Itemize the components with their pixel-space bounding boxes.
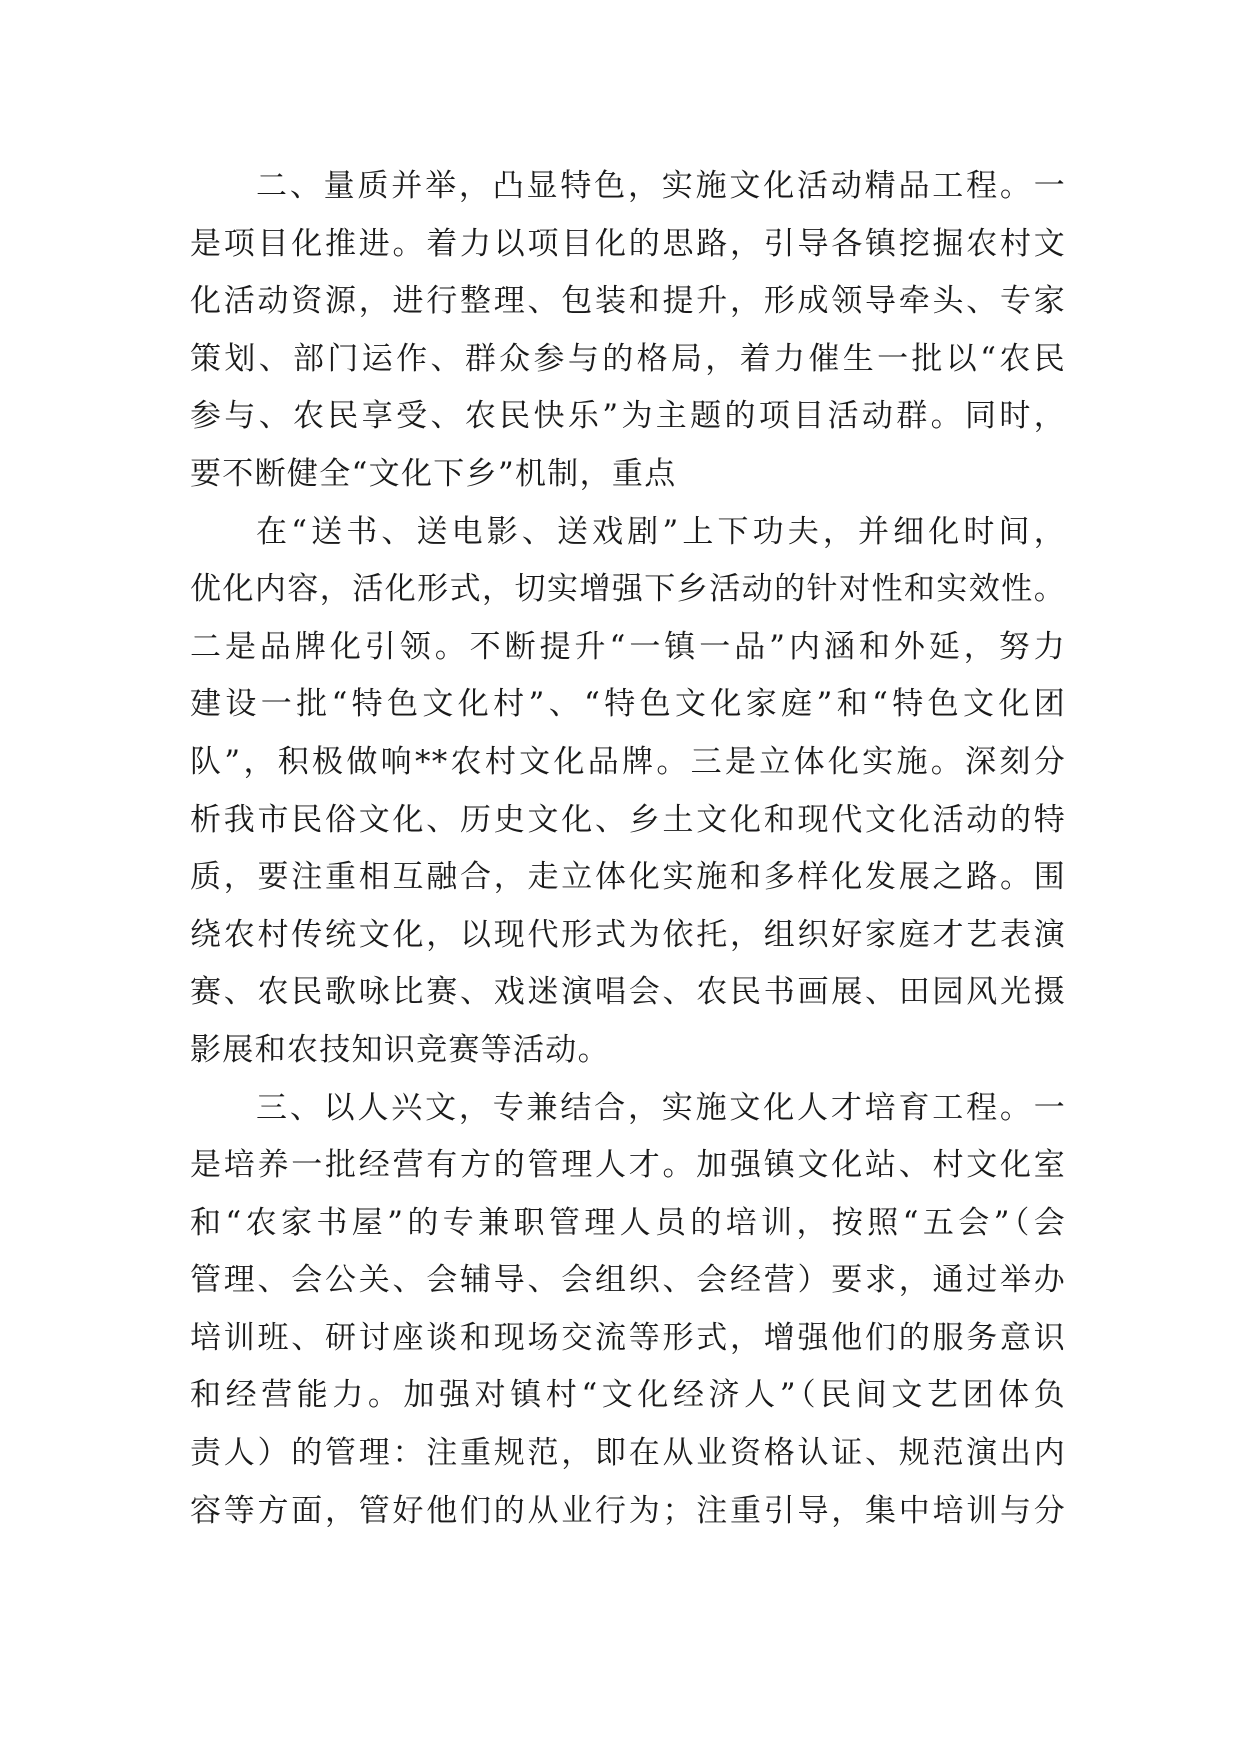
paragraph-3-line-1: 三、以人兴文，专兼结合，实施文化人才培育工程。一 [256, 1089, 1066, 1126]
paragraph-3-line-8: 容等方面，管好他们的从业行为；注重引导，集中培训与分 [190, 1492, 1066, 1529]
paragraph-2-line-8: 绕农村传统文化，以现代形式为依托，组织好家庭才艺表演 [190, 916, 1066, 953]
paragraph-2-line-9: 赛、农民歌咏比赛、戏迷演唱会、农民书画展、田园风光摄 [190, 974, 1066, 1011]
paragraph-3-line-3: 和“农家书屋”的专兼职管理人员的培训，按照“五会”（会 [190, 1204, 1066, 1241]
paragraph-2-line-7: 质，要注重相互融合，走立体化实施和多样化发展之路。围 [190, 859, 1066, 896]
paragraph-1-line-2: 是项目化推进。着力以项目化的思路，引导各镇挖掘农村文 [190, 225, 1066, 262]
paragraph-2-line-1: 在“送书、送电影、送戏剧”上下功夫，并细化时间， [256, 513, 1066, 550]
paragraph-1-line-3: 化活动资源，进行整理、包装和提升，形成领导牵头、专家 [190, 283, 1066, 320]
paragraph-1-line-4: 策划、部门运作、群众参与的格局，着力催生一批以“农民 [190, 340, 1066, 377]
paragraph-2-line-6: 析我市民俗文化、历史文化、乡土文化和现代文化活动的特 [190, 801, 1066, 838]
paragraph-3-line-4: 管理、会公关、会辅导、会组织、会经营）要求，通过举办 [190, 1262, 1066, 1299]
paragraph-2-line-3: 二是品牌化引领。不断提升“一镇一品”内涵和外延，努力 [190, 628, 1066, 665]
paragraph-1-line-6: 要不断健全“文化下乡”机制，重点 [190, 455, 677, 492]
paragraph-3-line-2: 是培养一批经营有方的管理人才。加强镇文化站、村文化室 [190, 1147, 1066, 1184]
paragraph-3-line-5: 培训班、研讨座谈和现场交流等形式，增强他们的服务意识 [190, 1319, 1066, 1356]
paragraph-1-line-5: 参与、农民享受、农民快乐”为主题的项目活动群。同时， [190, 398, 1066, 435]
paragraph-3-line-6: 和经营能力。加强对镇村“文化经济人”（民间文艺团体负 [190, 1377, 1066, 1414]
paragraph-2-line-5: 队”，积极做响**农村文化品牌。三是立体化实施。深刻分 [190, 743, 1066, 780]
paragraph-2-line-2: 优化内容，活化形式，切实增强下乡活动的针对性和实效性。 [190, 571, 1066, 608]
paragraph-3-line-7: 责人）的管理：注重规范，即在从业资格认证、规范演出内 [190, 1435, 1066, 1472]
document-body [190, 158, 1066, 1540]
paragraph-1-line-1: 二、量质并举，凸显特色，实施文化活动精品工程。一 [256, 168, 1066, 204]
paragraph-2-line-4: 建设一批“特色文化村”、“特色文化家庭”和“特色文化团 [190, 686, 1066, 723]
paragraph-2-line-10: 影展和农技知识竞赛等活动。 [190, 1031, 610, 1068]
